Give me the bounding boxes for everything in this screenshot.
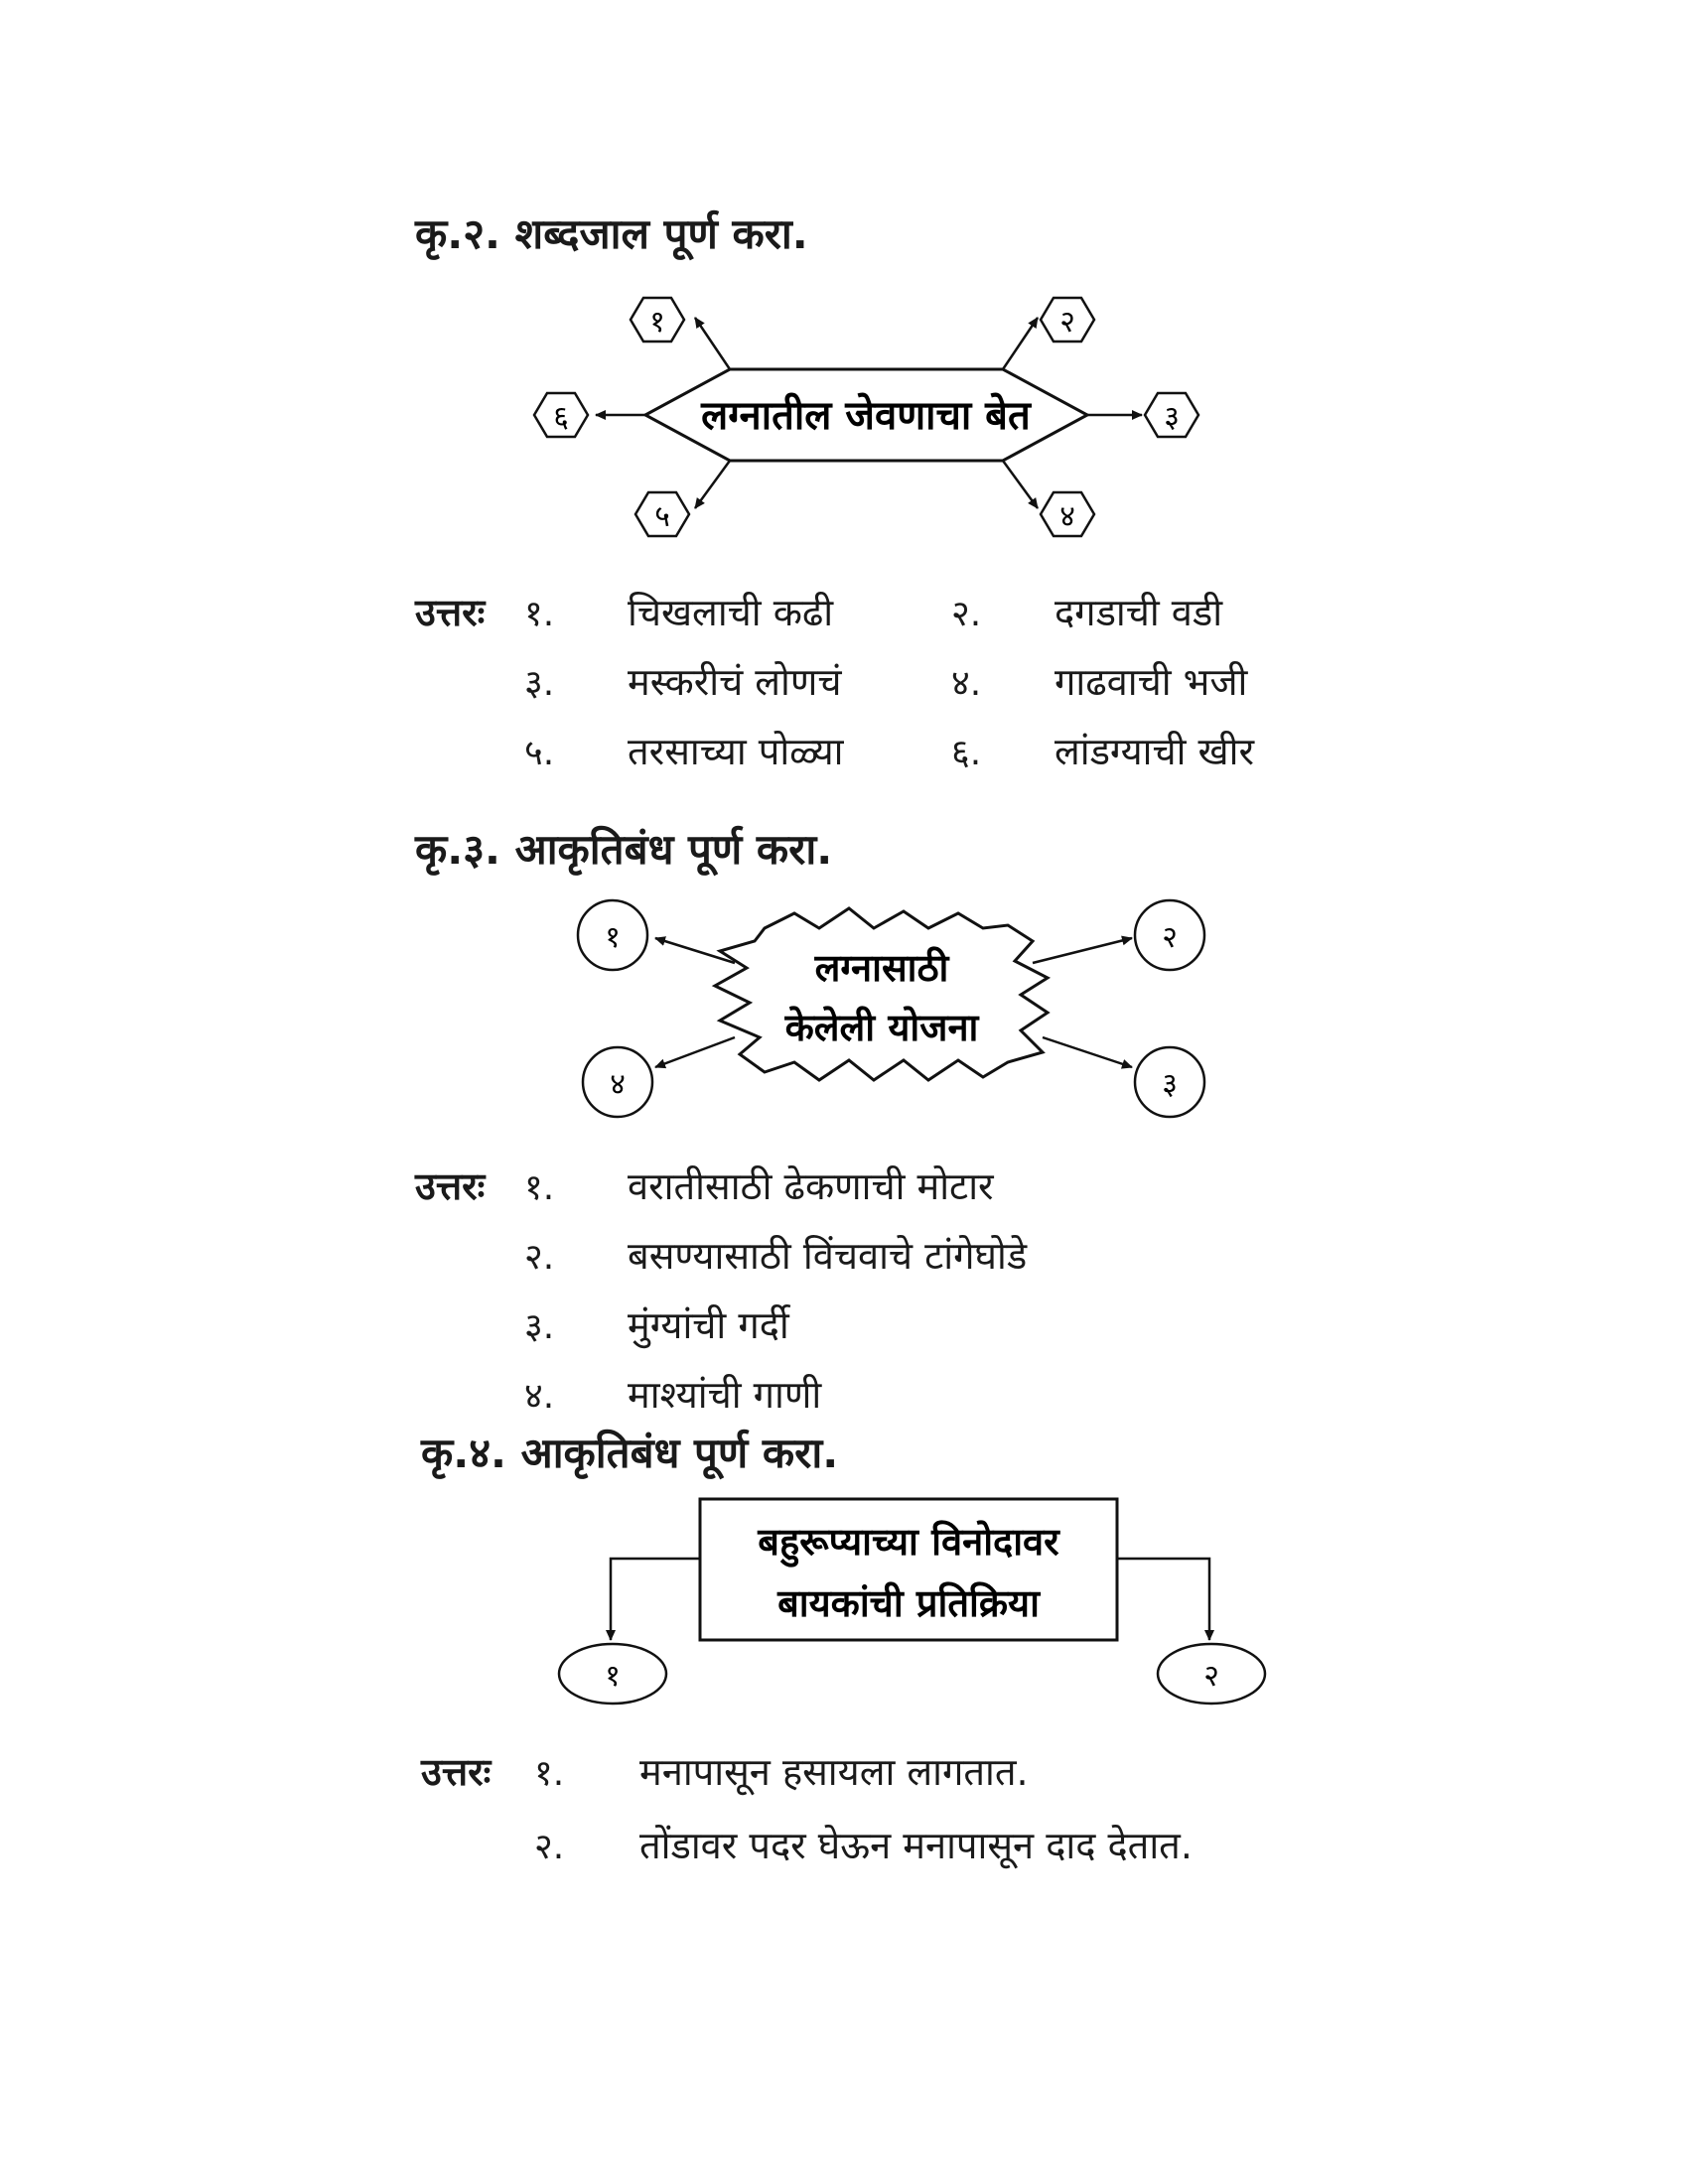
q3-center-line1: लग्नासाठी (814, 946, 949, 990)
q3-center-line2: केलेली योजना (784, 1006, 979, 1049)
q3-answer-text: बसण्यासाठी विंचवाचे टांगेघोडे (628, 1234, 1028, 1278)
q4-answer-text: मनापासून हसायला लागतात. (639, 1750, 1029, 1794)
q4-answer-label: उत्तरः (421, 1750, 492, 1794)
q4-title: कृ.४. आकृतिबंध पूर्ण करा. (421, 1429, 839, 1477)
q2-answer-text: दगडाची वडी (1055, 591, 1223, 634)
q3-answer-num: २. (524, 1237, 555, 1278)
q4-answer-num: २. (534, 1827, 565, 1867)
q2-answer-label: उत्तरः (415, 591, 486, 634)
q4-center-line1: बहुरूप्याच्या विनोदावर (758, 1520, 1059, 1564)
q3-answer-text: माश्यांची गाणी (628, 1373, 822, 1417)
q3-answer-num: ३. (524, 1306, 555, 1347)
q4-node-2 (1158, 1644, 1265, 1704)
q2-answer-text: गाढवाची भजी (1055, 660, 1248, 704)
q3-answer-label: उत्तरः (415, 1164, 486, 1208)
q2-answer-text: चिखलाची कढी (628, 591, 834, 634)
q3-answer-num: १. (524, 1167, 555, 1208)
q2-answer-num: ६. (951, 733, 982, 773)
q3-answer-num: ४. (524, 1376, 555, 1417)
svg-text:२: २ (1203, 1659, 1219, 1694)
q2-answer-num: ४. (951, 663, 982, 704)
svg-text:३: ३ (1164, 400, 1180, 435)
svg-text:३: ३ (1162, 1067, 1178, 1102)
q2-answer-num: २. (951, 594, 982, 634)
q2-title: कृ.२. शब्दजाल पूर्ण करा. (415, 209, 808, 258)
svg-text:२: २ (1059, 305, 1075, 340)
q3-answer-text: वरातीसाठी ढेकणाची मोटार (628, 1164, 994, 1208)
q4-answer-text: तोंडावर पदर घेऊन मनापासून दाद देतात. (639, 1824, 1193, 1867)
q2-answer-num: ५. (524, 733, 555, 773)
svg-text:६: ६ (553, 400, 569, 435)
svg-text:५: ५ (654, 499, 670, 534)
q3-title: कृ.३. आकृतिबंध पूर्ण करा. (415, 825, 833, 874)
q4-node-1 (559, 1644, 666, 1704)
q2-center-text: लग्नातील जेवणाचा बेत (701, 393, 1031, 439)
svg-text:४: ४ (610, 1067, 626, 1102)
q2-answer-text: तरसाच्या पोळ्या (628, 730, 844, 773)
q2-answer-num: ३. (524, 663, 555, 704)
q2-answer-text: लांडग्याची खीर (1055, 730, 1255, 773)
q3-answer-text: मुंग्यांची गर्दी (628, 1303, 789, 1347)
q4-answer-num: १. (534, 1753, 565, 1794)
q2-answer-num: १. (524, 594, 555, 634)
svg-text:१: १ (649, 305, 665, 340)
q4-center-line2: बायकांची प्रतिक्रिया (777, 1581, 1040, 1625)
q2-answer-text: मस्करीचं लोणचं (628, 660, 842, 704)
svg-text:१: १ (605, 1659, 621, 1694)
svg-text:१: १ (605, 920, 621, 955)
svg-text:४: ४ (1059, 499, 1075, 534)
svg-text:२: २ (1162, 920, 1178, 955)
